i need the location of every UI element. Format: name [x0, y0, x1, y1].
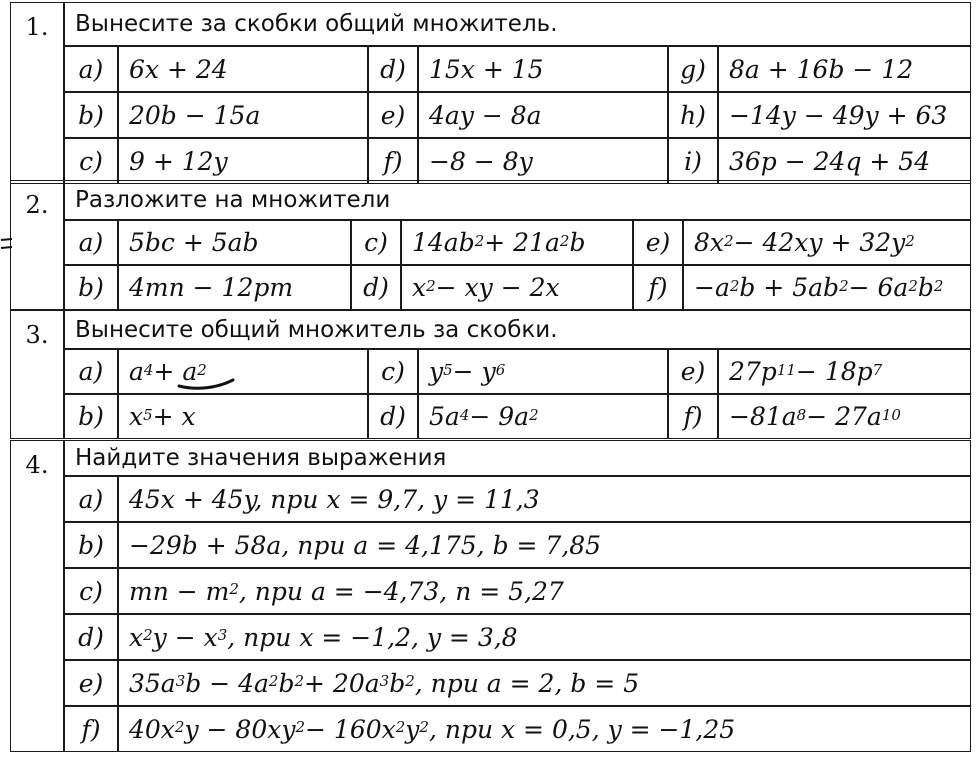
item-label: f) — [633, 265, 683, 310]
item-expression: x $^2$ y − x $^3$ , при x = −1,2, y = 3,8 — [118, 614, 971, 660]
item-expression: x $^5$ + x — [118, 394, 368, 439]
handwritten-underline-mark — [175, 372, 245, 394]
item-label: c) — [64, 138, 118, 184]
item-expression: mn − m $^2$ , при a = −4,73, n = 5,27 — [118, 568, 971, 614]
exercise-table — [10, 2, 971, 762]
item-label: b) — [64, 522, 118, 568]
task-heading: Вынесите общий множитель за скобки. — [64, 310, 971, 349]
item-label: e) — [633, 220, 683, 265]
item-expression: x $^2$ − xy − 2x — [401, 265, 633, 310]
task-heading: Разложите на множители — [64, 180, 971, 220]
item-expression: 27p $^{11}$ − 18p $^7$ — [718, 349, 971, 394]
task-number: 4. — [10, 440, 64, 752]
task-number: 2. — [10, 180, 64, 310]
item-expression: 40x $^2$ y − 80xy $^2$ − 160x $^2$ y $^2$ , при x = 0,5, y = −1,25 — [118, 706, 971, 752]
item-label: d) — [351, 265, 401, 310]
item-expression: −14y − 49y + 63 — [718, 92, 971, 138]
item-expression: 20b − 15a — [118, 92, 368, 138]
item-label: c) — [64, 568, 118, 614]
item-label: b) — [64, 92, 118, 138]
item-expression: 4mn − 12pm — [118, 265, 351, 310]
item-expression: 4ay − 8a — [418, 92, 668, 138]
item-expression: 45x + 45y, при x = 9,7, y = 11,3 — [118, 476, 971, 522]
item-label: i) — [668, 138, 718, 184]
item-label: b) — [64, 394, 118, 439]
item-label: e) — [668, 349, 718, 394]
item-expression: 9 + 12y — [118, 138, 368, 184]
item-expression: 5a $^4$ − 9a $^2$ — [418, 394, 668, 439]
item-expression: 35a $^3$ b − 4a $^2$ b $^2$ + 20a $^3$ b $^2$ , при a = 2, b = 5 — [118, 660, 971, 706]
item-expression: −a $^2$ b + 5ab $^2$ − 6a $^2$ b $^2$ — [683, 265, 971, 310]
item-expression: 36p − 24q + 54 — [718, 138, 971, 184]
item-label: d) — [368, 46, 418, 92]
item-expression: 5bc + 5ab — [118, 220, 351, 265]
item-expression: y $^5$ − y $^6$ — [418, 349, 668, 394]
task-number: 3. — [10, 310, 64, 439]
item-label: d) — [368, 394, 418, 439]
item-expression: 14ab $^2$ + 21a $^2$ b — [401, 220, 633, 265]
item-label: b) — [64, 265, 118, 310]
item-label: e) — [64, 660, 118, 706]
item-label: g) — [668, 46, 718, 92]
item-label: c) — [351, 220, 401, 265]
item-expression: 6x + 24 — [118, 46, 368, 92]
item-label: c) — [368, 349, 418, 394]
item-label: f) — [668, 394, 718, 439]
item-expression: 15x + 15 — [418, 46, 668, 92]
item-expression: 8x $^2$ − 42xy + 32y $^2$ — [683, 220, 971, 265]
item-expression: a $^4$ + a $^2$ — [118, 349, 368, 394]
item-label: a) — [64, 476, 118, 522]
margin-pen-mark — [0, 232, 16, 256]
task-number: 1. — [10, 2, 64, 184]
item-label: f) — [368, 138, 418, 184]
item-expression: 8a + 16b − 12 — [718, 46, 971, 92]
item-label: a) — [64, 46, 118, 92]
item-expression: −29b + 58a, при a = 4,175, b = 7,85 — [118, 522, 971, 568]
item-label: h) — [668, 92, 718, 138]
item-label: e) — [368, 92, 418, 138]
item-label: d) — [64, 614, 118, 660]
item-label: a) — [64, 220, 118, 265]
item-label: f) — [64, 706, 118, 752]
task-heading: Вынесите за скобки общий множитель. — [64, 2, 971, 46]
item-expression: −81a $^8$ − 27a $^{10}$ — [718, 394, 971, 439]
item-label: a) — [64, 349, 118, 394]
task-heading: Найдите значения выражения — [64, 440, 971, 476]
item-expression: −8 − 8y — [418, 138, 668, 184]
